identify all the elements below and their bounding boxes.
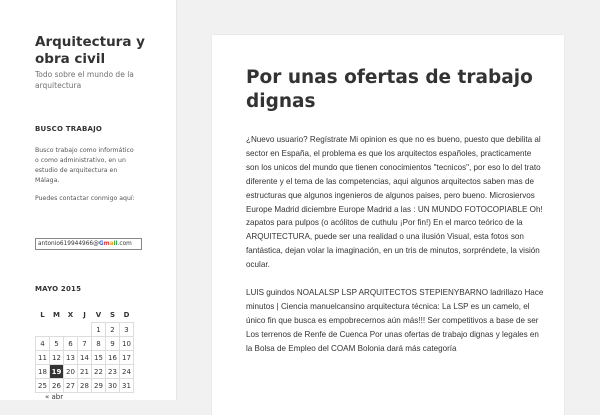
calendar-day[interactable]: 8 [92,337,106,351]
post-content [246,133,546,370]
calendar-day-header: X [67,310,74,319]
calendar-day[interactable]: 9 [106,337,120,351]
calendar-day[interactable]: 31 [120,379,134,393]
calendar-week-row [36,379,134,393]
calendar-empty-cell [50,323,64,337]
calendar-day-header: J [83,310,86,319]
calendar-day[interactable]: 19 [50,365,64,379]
calendar-title: MAYO 2015 [35,285,82,293]
email-domain-part: a [109,241,114,247]
calendar-day[interactable]: 18 [36,365,50,379]
widget-paragraph: Busco trabajo como informático o como administrativo, en un estudio de arquitectura en Málaga. [35,147,134,184]
email-at: @ [93,241,99,247]
calendar-day[interactable]: 10 [120,337,134,351]
calendar-day[interactable]: 22 [92,365,106,379]
calendar-day[interactable]: 20 [64,365,78,379]
email-user: antonio619944966 [38,241,94,247]
post-article [212,35,564,415]
widget-text [35,146,135,212]
calendar-day[interactable]: 26 [50,379,64,393]
calendar-day[interactable]: 23 [106,365,120,379]
sidebar-divider [176,0,177,400]
post-title[interactable]: Por unas ofertas de trabajo dignas [246,67,533,112]
email-domain-tld: .com [117,241,132,247]
calendar-day[interactable]: 25 [36,379,50,393]
calendar-empty-cell [36,323,50,337]
widget-paragraph: Puedes contactar conmigo aquí: [35,195,135,202]
site-description: Todo sobre el mundo de la arquitectura [35,70,134,90]
calendar-day-header: V [95,310,102,319]
calendar-day[interactable]: 15 [92,351,106,365]
calendar-day[interactable]: 30 [106,379,120,393]
calendar-day[interactable]: 7 [78,337,92,351]
calendar-day[interactable]: 21 [78,365,92,379]
calendar-empty-cell [78,323,92,337]
post-paragraph: ¿Nuevo usuario? Regístrate Mi opinion es que no es bueno, puesto que debilita al sector en España, el problema es que los arquitectos españoles, practicamente son los unicos del mundo que tienen conocimientos "tecnicos", por eso lo del trato diferente y el tema de las competencias, aqui algunos arquitectos saben mas de estructuras que algunos ingenieros de algunos paises, pero bueno. Microsiervos Europe Madrid diciembre Europe Madrid a las : UN MUNDO FOTOCOPIABLE Oh! zapatos para pulpos (o acólitos de cuthulu ¡Por fin!) En el marco teórico de la ARQUITECTURA, puede ser una realidad o una ilusión Visual, esta fotos son fantástica, dejan volar la imaginación, en un tris de minutos, sorpréndete, la visión ocular. [246,135,543,270]
calendar-day[interactable]: 17 [120,351,134,365]
calendar-day[interactable]: 3 [120,323,134,337]
calendar-day[interactable]: 5 [50,337,64,351]
calendar-day-header: S [109,310,116,319]
calendar-day[interactable]: 24 [120,365,134,379]
calendar-day[interactable]: 4 [36,337,50,351]
email-contact-image [35,238,142,250]
calendar-day[interactable]: 27 [64,379,78,393]
calendar-day[interactable]: 1 [92,323,106,337]
email-domain-part: il [113,241,118,247]
email-domain-part: m [103,241,110,247]
calendar-prev-link[interactable]: « abr [45,393,64,401]
calendar-table [35,307,134,393]
site-title[interactable]: Arquitectura y obra civil [35,34,145,67]
calendar-week-row [36,323,134,337]
calendar-week-row [36,351,134,365]
calendar-day[interactable]: 6 [64,337,78,351]
email-domain-part: G [98,241,104,247]
calendar-day[interactable]: 2 [106,323,120,337]
calendar-week-row [36,365,134,379]
calendar-day-header: M [53,310,60,319]
calendar-day-header: L [40,310,45,319]
calendar-day[interactable]: 28 [78,379,92,393]
calendar-header-row [36,307,134,323]
calendar-day[interactable]: 11 [36,351,50,365]
calendar-day[interactable]: 13 [64,351,78,365]
widget-title-busco-trabajo: BUSCO TRABAJO [35,125,103,133]
calendar-day-header: D [123,310,130,319]
calendar-week-row [36,337,134,351]
calendar-day[interactable]: 29 [92,379,106,393]
calendar-empty-cell [64,323,78,337]
post-paragraph: LUIS guindos NOALALSP LSP ARQUITECTOS STEPIENYBARNO ladrillazo Hace minutos | Ciencia manuelcansino arquitectura técnica: La LSP es un camelo, el único fin que busca es empobrecernos aún más!!! Ser competitivos a base de ser Los terrenos de Renfe de Cuenca Por unas ofertas de trabajo dignas y legales en la Bolsa de Empleo del COAM Bolonia dará más categoría [246,288,544,353]
sidebar [0,0,176,400]
calendar-day[interactable]: 16 [106,351,120,365]
calendar-day[interactable]: 14 [78,351,92,365]
calendar-day[interactable]: 12 [50,351,64,365]
